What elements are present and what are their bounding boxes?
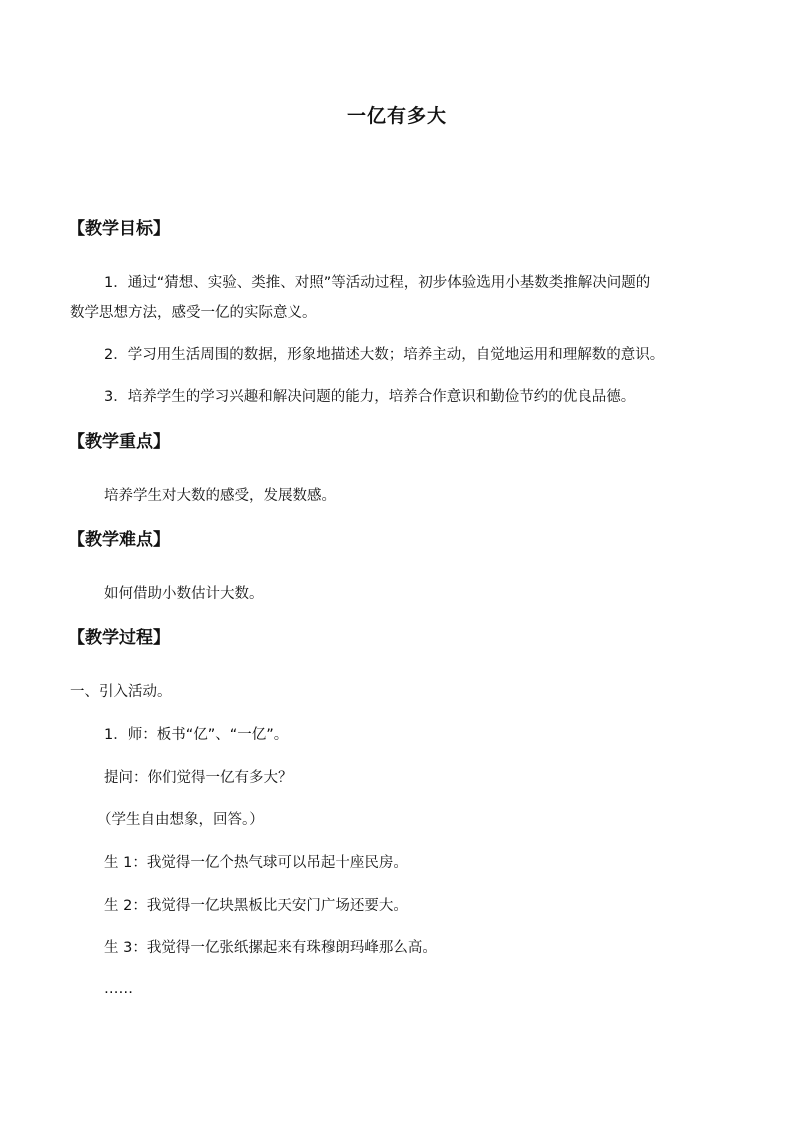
process-line-1: 1．师：板书“亿”、“一亿”。 [104,727,289,743]
goal-item-1-line-1: 1．通过“猜想、实验、类推、对照”等活动过程，初步体验选用小基数类推解决问题的 [104,275,651,291]
process-line-2: 提问：你们觉得一亿有多大？ [104,770,293,786]
document-title: 一亿有多大 [346,105,447,127]
process-line-6: 生 3：我觉得一亿张纸摞起来有珠穆朗玛峰那么高。 [104,940,437,956]
process-line-3: （学生自由想象，回答。） [97,812,264,828]
process-heading: 【教学过程】 [68,628,170,648]
difficulties-heading: 【教学难点】 [68,530,170,550]
keypoints-text: 培养学生对大数的感受，发展数感。 [104,488,336,504]
goal-item-2: 2．学习用生活周围的数据，形象地描述大数；培养主动，自觉地运用和理解数的意识。 [104,347,665,363]
process-line-4: 生 1：我觉得一亿个热气球可以吊起十座民房。 [104,855,408,871]
goal-item-3: 3．培养学生的学习兴趣和解决问题的能力，培养合作意识和勤俭节约的优良品德。 [104,389,636,405]
process-step-1-title: 一、引入活动。 [70,684,172,700]
goal-item-1 [70,272,730,324]
goals-heading: 【教学目标】 [68,219,170,239]
keypoints-heading: 【教学重点】 [68,432,170,452]
process-line-5: 生 2：我觉得一亿块黑板比天安门广场还要大。 [104,898,408,914]
process-line-ellipsis: …… [104,981,133,997]
goal-item-1-line-2: 数学思想方法，感受一亿的实际意义。 [70,305,317,321]
difficulties-text: 如何借助小数估计大数。 [104,586,264,602]
